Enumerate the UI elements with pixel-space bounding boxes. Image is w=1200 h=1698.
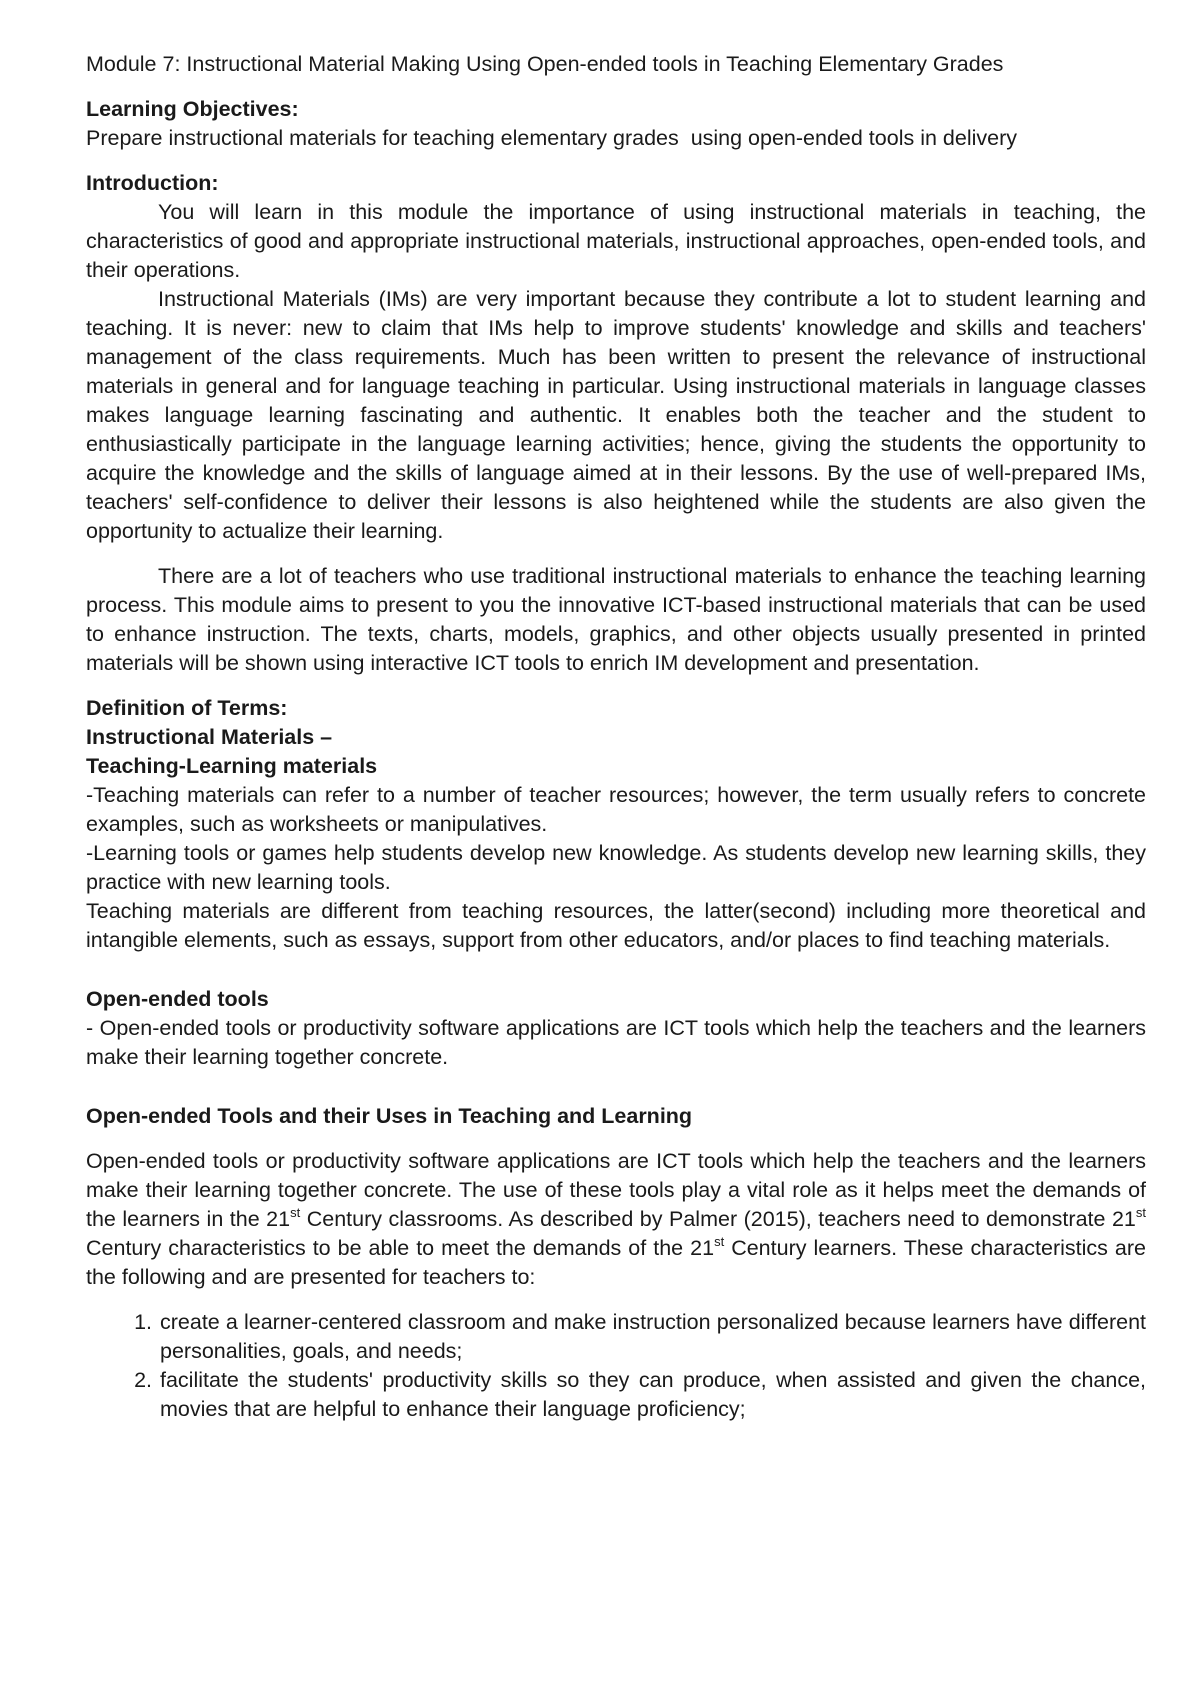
list-item: 2. facilitate the students' productivity skills so they can produce, when assisted and given the chance, movies that are helpful to enhance their language proficiency;: [158, 1366, 1146, 1424]
definition-term-2: Teaching-Learning materials: [86, 754, 378, 778]
intro-paragraph-2: Instructional Materials (IMs) are very important because they contribute a lot to student learning and teaching. It is never: new to claim that IMs help to improve students' knowledge and skills and teachers' management of the class requirements. Much has been written to present the relevance of instructional materials in general and for language teaching in particular. Using instructional materials in language classes makes language learning fascinating and authentic. It enables both the teacher and the student to enthusiastically participate in the language learning activities; hence, giving the students the opportunity to acquire the knowledge and the skills of language aimed at in their lessons. By the use of well-prepared IMs, teachers' self-confidence to deliver their lessons is also heightened while the students are also given the opportunity to actualize their learning.: [86, 287, 1146, 543]
uses-text-d: Century learners. These characteristics are the following and are presented for teachers to:: [86, 1236, 1146, 1289]
uses-text-b: Century classrooms. As described by Palmer (2015), teachers need to demonstrate 21: [300, 1207, 1136, 1231]
definition-line-3: Teaching materials are different from teaching resources, the latter(second) including more theoretical and intangible elements, such as essays, support from other educators, and/or places to find teaching materials.: [86, 899, 1146, 952]
definition-term-1: Instructional Materials –: [86, 725, 333, 749]
ordinal-suffix: st: [290, 1205, 301, 1220]
objectives-text: Prepare instructional materials for teaching elementary grades using open-ended tools in delivery: [86, 126, 1017, 150]
characteristics-list: [86, 1308, 1146, 1424]
introduction-heading: Introduction:: [86, 171, 219, 195]
definitions-heading: Definition of Terms:: [86, 696, 288, 720]
open-ended-heading: Open-ended tools: [86, 987, 269, 1011]
open-ended-text: - Open-ended tools or productivity software applications are ICT tools which help the teachers and the learners make their learning together concrete.: [86, 1016, 1146, 1069]
ordinal-suffix: st: [714, 1234, 725, 1249]
uses-text-c: Century characteristics to be able to meet the demands of the 21: [86, 1236, 715, 1260]
intro-paragraph-1: You will learn in this module the importance of using instructional materials in teaching, the characteristics of good and appropriate instructional materials, instructional approaches, open-ended tools, and their operations.: [86, 200, 1146, 282]
uses-text-a: Open-ended tools or productivity software applications are ICT tools which help the teachers and the learners make their learning together concrete. The use of these tools play a vital role as it helps meet the demands of the learners in the 21: [86, 1149, 1146, 1231]
objectives-heading: Learning Objectives:: [86, 97, 299, 121]
intro-paragraph-3: There are a lot of teachers who use traditional instructional materials to enhance the teaching learning process. This module aims to present to you the innovative ICT-based instructional materials that can be used to enhance instruction. The texts, charts, models, graphics, and other objects usually presented in printed materials will be shown using interactive ICT tools to enrich IM development and presentation.: [86, 564, 1146, 675]
definition-line-2: -Learning tools or games help students develop new knowledge. As students develop new learning skills, they practice with new learning tools.: [86, 841, 1146, 894]
ordinal-suffix: st: [1135, 1205, 1146, 1220]
module-title: Module 7: Instructional Material Making Using Open-ended tools in Teaching Elementary Grades: [86, 52, 1004, 76]
uses-paragraph: [86, 1147, 1146, 1292]
list-item: 1. create a learner-centered classroom and make instruction personalized because learners have different personalities, goals, and needs;: [158, 1308, 1146, 1366]
definition-line-1: -Teaching materials can refer to a number of teacher resources; however, the term usually refers to concrete examples, such as worksheets or manipulatives.: [86, 783, 1146, 836]
uses-heading: Open-ended Tools and their Uses in Teaching and Learning: [86, 1104, 693, 1128]
document-page: [86, 50, 1146, 1424]
